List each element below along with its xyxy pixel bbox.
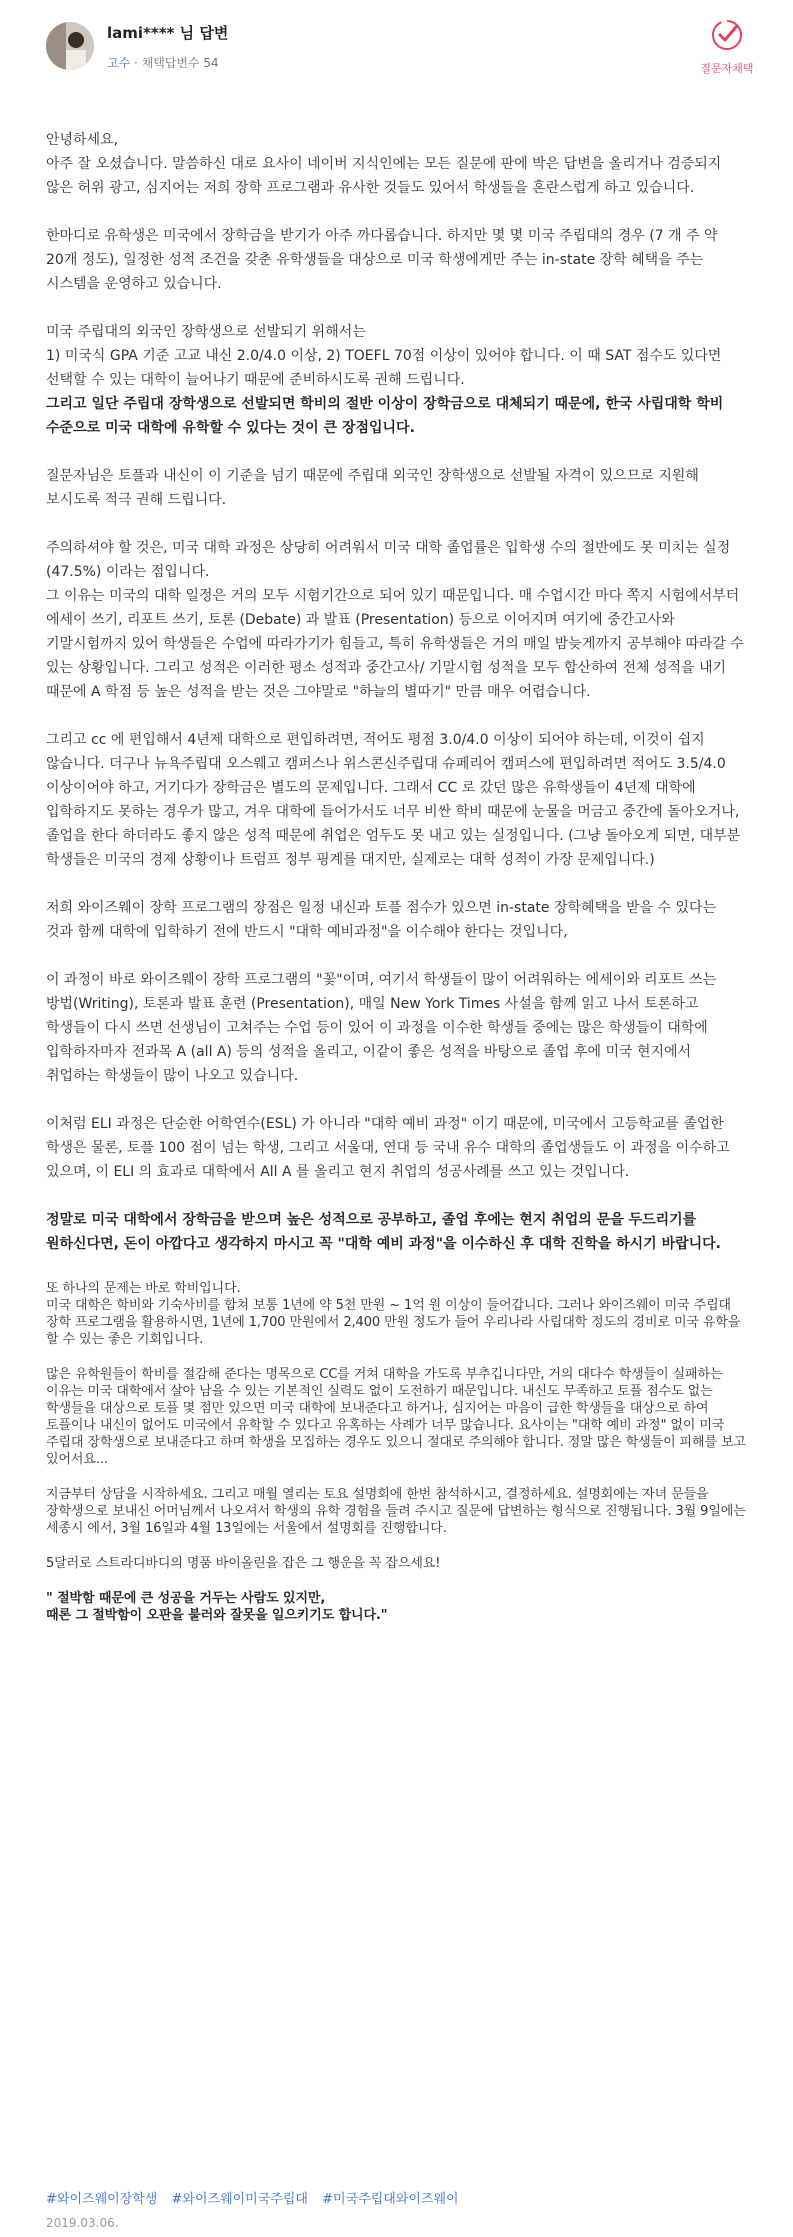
user-name[interactable]: lami**** 님 답변 [107,24,229,42]
paragraph-highlight: 정말로 미국 대학에서 장학금을 받으며 높은 성적으로 공부하고, 졸업 후에는 현지 취업의 문을 두드리기를 원하신다면, 돈이 아깝다고 생각하지 마시고 꼭 "대학 예비 과정"을 이수하신 후 대학 진학을 하시기 바랍니다. [46,1212,721,1252]
avatar[interactable] [46,22,94,70]
hashtags [46,2188,469,2207]
paragraph: 또 하나의 문제는 바로 학비입니다. 미국 대학은 학비와 기숙사비를 합쳐 보통 1년에 약 5천 만원 ~ 1억 원 이상이 들어갑니다. 그러나 와이즈웨이 미국 주립대 장학 프로그램을 활용하시면, 1년에 1,700 만원에서 2,400 만원 정도가 들어 우리나라 사립대학 정도의 경비로 미국 유학을 할 수 있는 좋은 기회입니다. [46,1281,741,1347]
paragraph: 이처럼 ELI 과정은 단순한 어학연수(ESL) 가 아니라 "대학 예비 과정" 이기 때문에, 미국에서 고등학교를 졸업한 학생은 물론, 토플 100 점이 넘는 학생, 그리고 서울대, 연대 등 국내 유수 대학의 졸업생들도 이 과정을 이수하고 있으며, 이 ELI 의 효과로 대학에서 All A 를 올리고 현지 취업의 성공사례를 쓰고 있는 것입니다. [46,1116,735,1180]
paragraph-highlight: 그리고 일단 주립대 장학생으로 선발되면 학비의 절반 이상이 장학금으로 대체되기 때문에, 한국 사립대학 학비 수준으로 미국 대학에 유학할 수 있다는 것이 큰 장점입니다. [46,396,729,436]
adopted-count: · 채택답변수 54 [134,56,219,70]
hashtag-link[interactable]: #와이즈웨이장학생 [46,2192,158,2207]
paragraph: 미국 주립대의 외국인 장학생으로 선발되기 위해서는 1) 미국식 GPA 기준 고교 내신 2.0/4.0 이상, 2) TOEFL 70점 이상이 있어야 합니다. 이 때 SAT 점수도 있다면 선택할 수 있는 대학이 늘어나기 때문에 준비하시도록 권해 드립니다. [46,324,722,388]
paragraph: 지금부터 상담을 시작하세요. 그리고 매월 열리는 토요 설명회에 한번 참석하시고, 결정하세요. 설명회에는 자녀 문들을 장학생으로 보내신 어머님께서 나오셔서 학생의 유학 경험을 들려 주시고 질문에 답변하는 형식으로 진행됩니다. 3월 9일에는 세종시 에서, 3월 16일과 4월 13일에는 서울에서 설명회를 진행합니다. [46,1487,750,1536]
paragraph: 주의하셔야 할 것은, 미국 대학 과정은 상당히 어려워서 미국 대학 졸업률은 입학생 수의 절반에도 못 미치는 실정(47.5%) 이라는 점입니다. 그 이유는 미국의 대학 일정은 거의 모두 시험기간으로 되어 있기 때문입니다. 매 수업시간 마다 쪽지 시험에서부터 에세이 쓰기, 리포트 쓰기, 토론 (Debate) 과 발표 (Presentation) 등으로 이어지며 여기에 중간고사와 기말시험까지 있어 학생들은 수업에 따라가기가 힘들고, 특히 유학생들은 거의 매일 밤늦게까지 공부해야 따라갈 수 있는 상황입니다. 그리고 성적은 이러한 평소 성적과 중간고사/ 기말시험 성적을 모두 합산하여 전체 성적을 내기 때문에 A 학점 등 높은 성적을 받는 것은 그야말로 "하늘의 별따기" 만큼 매우 어렵습니다. [46,540,744,700]
paragraph: 질문자님은 토플과 내신이 이 기준을 넘기 때문에 주립대 외국인 장학생으로 선발될 자격이 있으므로 지원해 보시도록 적극 권해 드립니다. [46,468,704,508]
paragraph: 한마디로 유학생은 미국에서 장학금을 받기가 아주 까다롭습니다. 하지만 몇 몇 미국 주립대의 경우 (7 개 주 약 20개 정도), 일정한 성적 조건을 갖춘 유학생들을 대상으로 미국 학생에게만 주는 in-state 장학 혜택을 주는 시스템을 운영하고 있습니다. [46,228,723,292]
user-grade[interactable]: 고수 [107,56,131,70]
hashtag-link[interactable]: #미국주립대와이즈웨이 [322,2192,459,2207]
answer-body [46,128,750,1642]
paragraph: 많은 유학원들이 학비를 절감해 준다는 명목으로 CC를 거쳐 대학을 가도록 부추깁니다만, 거의 대다수 학생들이 실패하는 이유는 미국 대학에서 살아 남을 수 있는 기본적인 실력도 없이 도전하기 때문입니다. 내신도 무족하고 토플 점수도 없는 학생들을 대상으로 토플 몇 점만 있으면 미국 대학에 보내준다고 하거나, 심지어는 마음이 급한 학생들을 대상으로 하여 토플이나 내신이 없어도 미국에서 유학할 수 있다고 유혹하는 사례가 너무 많습니다. 요사이는 "대학 예비 과정" 없이 미국 주립대 장학생으로 보내준다고 하며 학생을 모집하는 경우도 있으니 절대로 주의해야 합니다. 정말 많은 학생들이 피해를 보고 있어서요... [46,1367,750,1467]
user-photo-icon [46,22,94,70]
paragraph: 이 과정이 바로 와이즈웨이 장학 프로그램의 "꽃"이며, 여기서 학생들이 많이 어려워하는 에세이와 리포트 쓰는 방법(Writing), 토론과 발표 훈련 (Presentation), 매일 New York Times 사설을 함께 읽고 나서 토론하고 학생들이 다시 쓰면 선생님이 고쳐주는 수업 등이 있어 이 과정을 이수한 학생들 중에는 많은 학생들이 대학에 입학하자마자 전과목 A (all A) 등의 성적을 올리고, 이같이 좋은 성적을 바탕으로 졸업 후에 미국 현지에서 취업하는 학생들이 많이 나오고 있습니다. [46,972,721,1084]
adopt-label: 질문자채택 [700,62,754,75]
quote: " 절박함 때문에 큰 성공을 거두는 사람도 있지만, 때론 그 절박함이 오판을 불러와 잘못을 일으키기도 합니다." [46,1591,388,1623]
paragraph: 그리고 cc 에 편입해서 4년제 대학으로 편입하려면, 적어도 평점 3.0/4.0 이상이 되어야 하는데, 이것이 쉽지 않습니다. 더구나 뉴욕주립대 오스웨고 캠퍼스나 위스콘신주립대 슈페리어 캠퍼스에 편입하려면 적어도 3.5/4.0 이상이어야 하고, 거기다가 장학금은 별도의 문제입니다. 그래서 CC 로 갔던 많은 유학생들이 4년제 대학에 입학하지도 못하는 경우가 많고, 겨우 대학에 들어가서도 너무 비싼 학비 때문에 눈물을 머금고 중간에 돌아오거나, 졸업을 한다 하더라도 좋지 않은 성적 때문에 취업은 엄두도 못 내고 있는 실정입니다. (그냥 돌아오게 되면, 대부분 학생들은 미국의 경제 상황이나 트럼프 정부 핑계를 대지만, 실제로는 대학 성적이 가장 문제입니다.) [46,732,745,868]
paragraph: 저희 와이즈웨이 장학 프로그램의 장점은 일정 내신과 토플 점수가 있으면 in-state 장학혜택을 받을 수 있다는 것과 함께 대학에 입학하기 전에 반드시 "대학 예비과정"을 이수해야 한다는 것입니다, [46,900,721,940]
adopt-badge [692,18,762,76]
hashtag-link[interactable]: #와이즈웨이미국주립대 [171,2192,308,2207]
paragraph: 5달러로 스트라디바디의 명품 바이올린을 잡은 그 행운을 꼭 잡으세요! [46,1556,441,1571]
answer-date: 2019.03.06. [46,2216,119,2230]
user-meta [107,54,219,71]
check-stamp-icon [710,18,744,52]
paragraph: 안녕하세요, 아주 잘 오셨습니다. 말씀하신 대로 요사이 네이버 지식인에는 모든 질문에 판에 박은 답변을 올리거나 검증되지 않은 허위 광고, 심지어는 저희 장학 프로그램과 유사한 것들도 있어서 학생들을 혼란스럽게 하고 있습니다. [46,132,722,196]
answer-header [0,0,793,90]
